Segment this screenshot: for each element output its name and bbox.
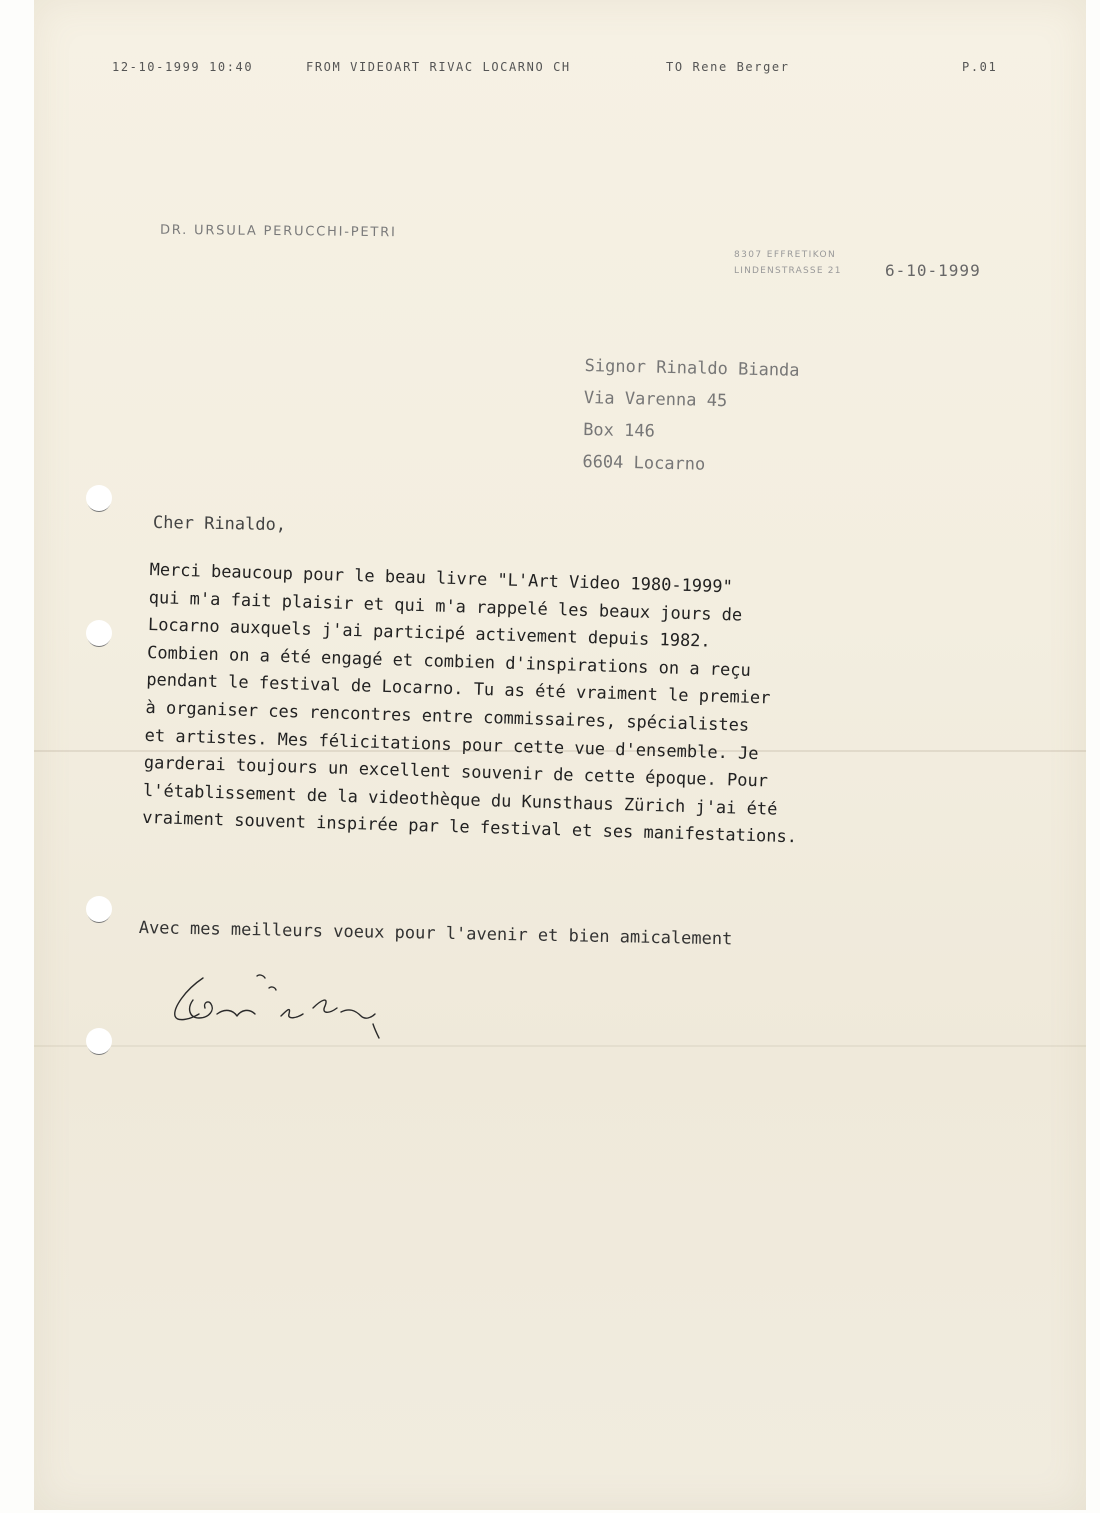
handwritten-signature xyxy=(165,970,405,1060)
body-line: vraiment souvent inspirée par le festival et ses manifestations. xyxy=(141,808,798,848)
body-line: qui m'a fait plaisir et qui m'a rappelé les beaux jours de xyxy=(148,587,743,626)
closing-line: Avec mes meilleurs voeux pour l'avenir et bien amicalement xyxy=(138,918,733,950)
fax-header xyxy=(112,60,1002,78)
body-line: et artistes. Mes félicitations pour cette vue d'ensemble. Je xyxy=(144,725,759,764)
recipient-line: Via Varenna 45 xyxy=(583,387,728,412)
letterhead-city: 8307 EFFRETIKON xyxy=(734,250,837,260)
punch-hole xyxy=(86,896,112,922)
letterhead-name: DR. URSULA PERUCCHI-PETRI xyxy=(159,222,397,241)
body-line: Merci beaucoup pour le beau livre "L'Art Video 1980-1999" xyxy=(149,559,734,598)
body-line: garderai toujours un excellent souvenir de cette époque. Pour xyxy=(143,753,769,792)
punch-hole xyxy=(86,485,112,511)
punch-hole xyxy=(86,620,112,646)
letter-date: 6-10-1999 xyxy=(885,261,981,280)
body-line: pendant le festival de Locarno. Tu as été vraiment le premier xyxy=(146,670,771,709)
body-line: Locarno auxquels j'ai participé activement depuis 1982. xyxy=(147,615,711,652)
fax-datetime: 12-10-1999 10:40 xyxy=(112,60,254,74)
fax-page: P.01 xyxy=(962,60,998,74)
salutation: Cher Rinaldo, xyxy=(152,512,287,536)
recipient-line: 6604 Locarno xyxy=(582,451,706,475)
letterhead-street: LINDENSTRASSE 21 xyxy=(734,266,842,276)
body-line: Combien on a été engagé et combien d'inspirations on a reçu xyxy=(146,642,752,681)
body-line: l'établissement de la videothèque du Kunsthaus Zürich j'ai été xyxy=(142,780,778,820)
fax-to: TO Rene Berger xyxy=(666,60,790,74)
recipient-address xyxy=(582,350,800,483)
fax-from: FROM VIDEOART RIVAC LOCARNO CH xyxy=(306,60,571,74)
recipient-line: Signor Rinaldo Bianda xyxy=(584,355,800,381)
punch-hole xyxy=(86,1028,112,1054)
letter-body xyxy=(142,557,970,857)
recipient-line: Box 146 xyxy=(582,419,656,442)
body-line: à organiser ces rencontres entre commissaires, spécialistes xyxy=(145,697,750,736)
